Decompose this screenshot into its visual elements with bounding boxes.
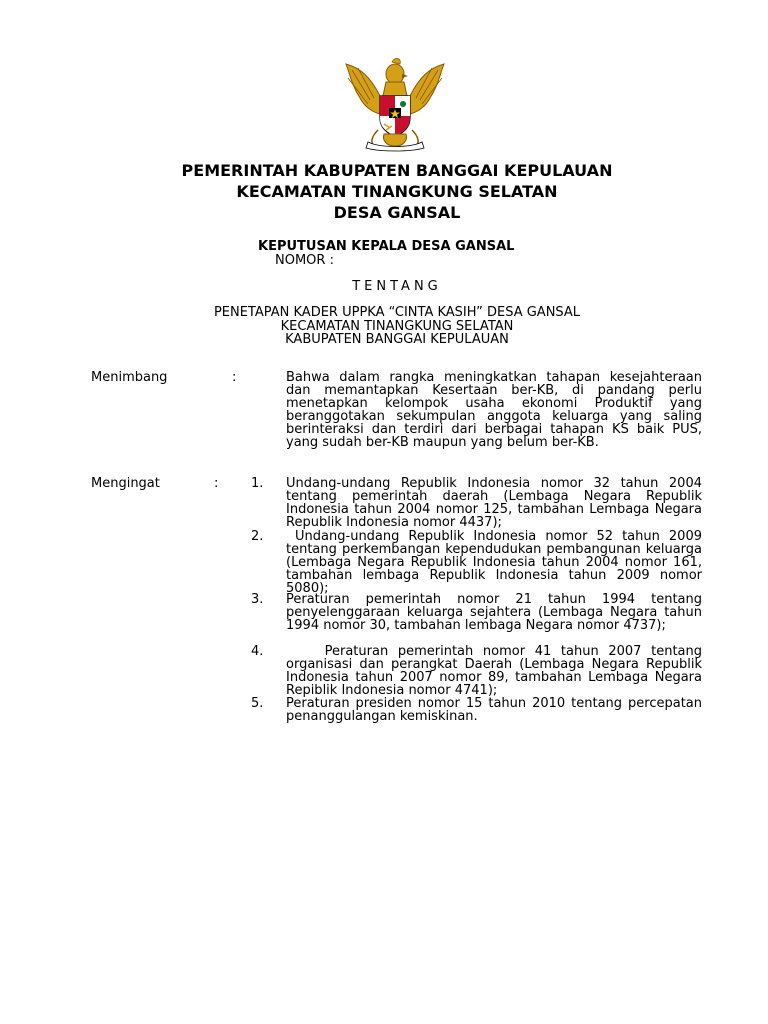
list-item: Undang-undang Republik Indonesia nomor 52 tahun 2009 tentang perkembangan kependudukan pembangunan keluarga (Lembaga Negara Republik Indonesia tahun 2004 nomor 161, tambahan lembaga Republik Indonesia tahun 2009 nomor 5080);: [286, 529, 707, 596]
list-item: Peraturan pemerintah nomor 21 tahun 1994 tentang penyelenggaraan keluarga sejahtera (Lembaga Negara tahun 1994 nomor 30, tambahan lembaga Negara nomor 4737);: [286, 592, 702, 633]
list-item: Peraturan presiden nomor 15 tahun 2010 tentang percepatan penanggulangan kemiskinan.: [286, 696, 702, 724]
header-line-1: PEMERINTAH KABUPATEN BANGGAI KEPULAUAN: [181, 161, 613, 180]
menimbang-label: Menimbang: [91, 370, 168, 385]
list-item-number: 3.: [251, 592, 264, 607]
list-item-number: 2.: [251, 529, 264, 544]
list-item: Peraturan pemerintah nomor 41 tahun 2007 tentang organisasi dan perangkat Daerah (Lembaga Negara Republik Indonesia tahun 2007 nomor 89, tambahan Lembaga Negara Repiblik Indonesia nomor 4741);: [286, 644, 707, 698]
subject-line-1: PENETAPAN KADER UPPKA “CINTA KASIH” DESA GANSAL: [213, 305, 581, 320]
decree-title: KEPUTUSAN KEPALA DESA GANSAL: [258, 239, 515, 254]
garuda-emblem-icon: [340, 56, 450, 152]
decree-subject: [0, 306, 768, 347]
list-item: Undang-undang Republik Indonesia nomor 32 tahun 2004 tentang pemerintah daerah (Lembaga Negara Republik Indonesia tahun 2004 nomor 125, tambahan Lembaga Negara Republik Indonesia nomor 4437);: [286, 476, 702, 530]
list-item-number: 5.: [251, 696, 264, 711]
list-item-number: 1.: [251, 476, 264, 491]
government-header: [0, 160, 768, 223]
header-line-3: DESA GANSAL: [333, 203, 461, 222]
menimbang-colon: :: [232, 370, 237, 385]
decree-number-label: NOMOR :: [275, 253, 334, 268]
list-item-number: 4.: [251, 644, 264, 659]
mengingat-colon: :: [214, 476, 219, 491]
subject-line-3: KABUPATEN BANGGAI KEPULAUAN: [285, 332, 509, 347]
subject-line-2: KECAMATAN TINANGKUNG SELATAN: [280, 318, 514, 334]
about-label: TENTANG: [352, 279, 442, 294]
mengingat-label: Mengingat: [91, 476, 160, 491]
menimbang-text: Bahwa dalam rangka meningkatkan tahapan kesejahteraan dan memantapkan Kesertaan ber-KB, di pandang perlu menetapkan kelompok usaha ekonomi Produktif yang beranggotakan sekumpulan anggota keluarga yang saling berinteraksi dan terdiri dari berbagai tahapan KS baik PUS, yang sudah ber-KB maupun yang belum ber-KB.: [286, 370, 702, 450]
header-line-2: KECAMATAN TINANGKUNG SELATAN: [236, 182, 558, 201]
